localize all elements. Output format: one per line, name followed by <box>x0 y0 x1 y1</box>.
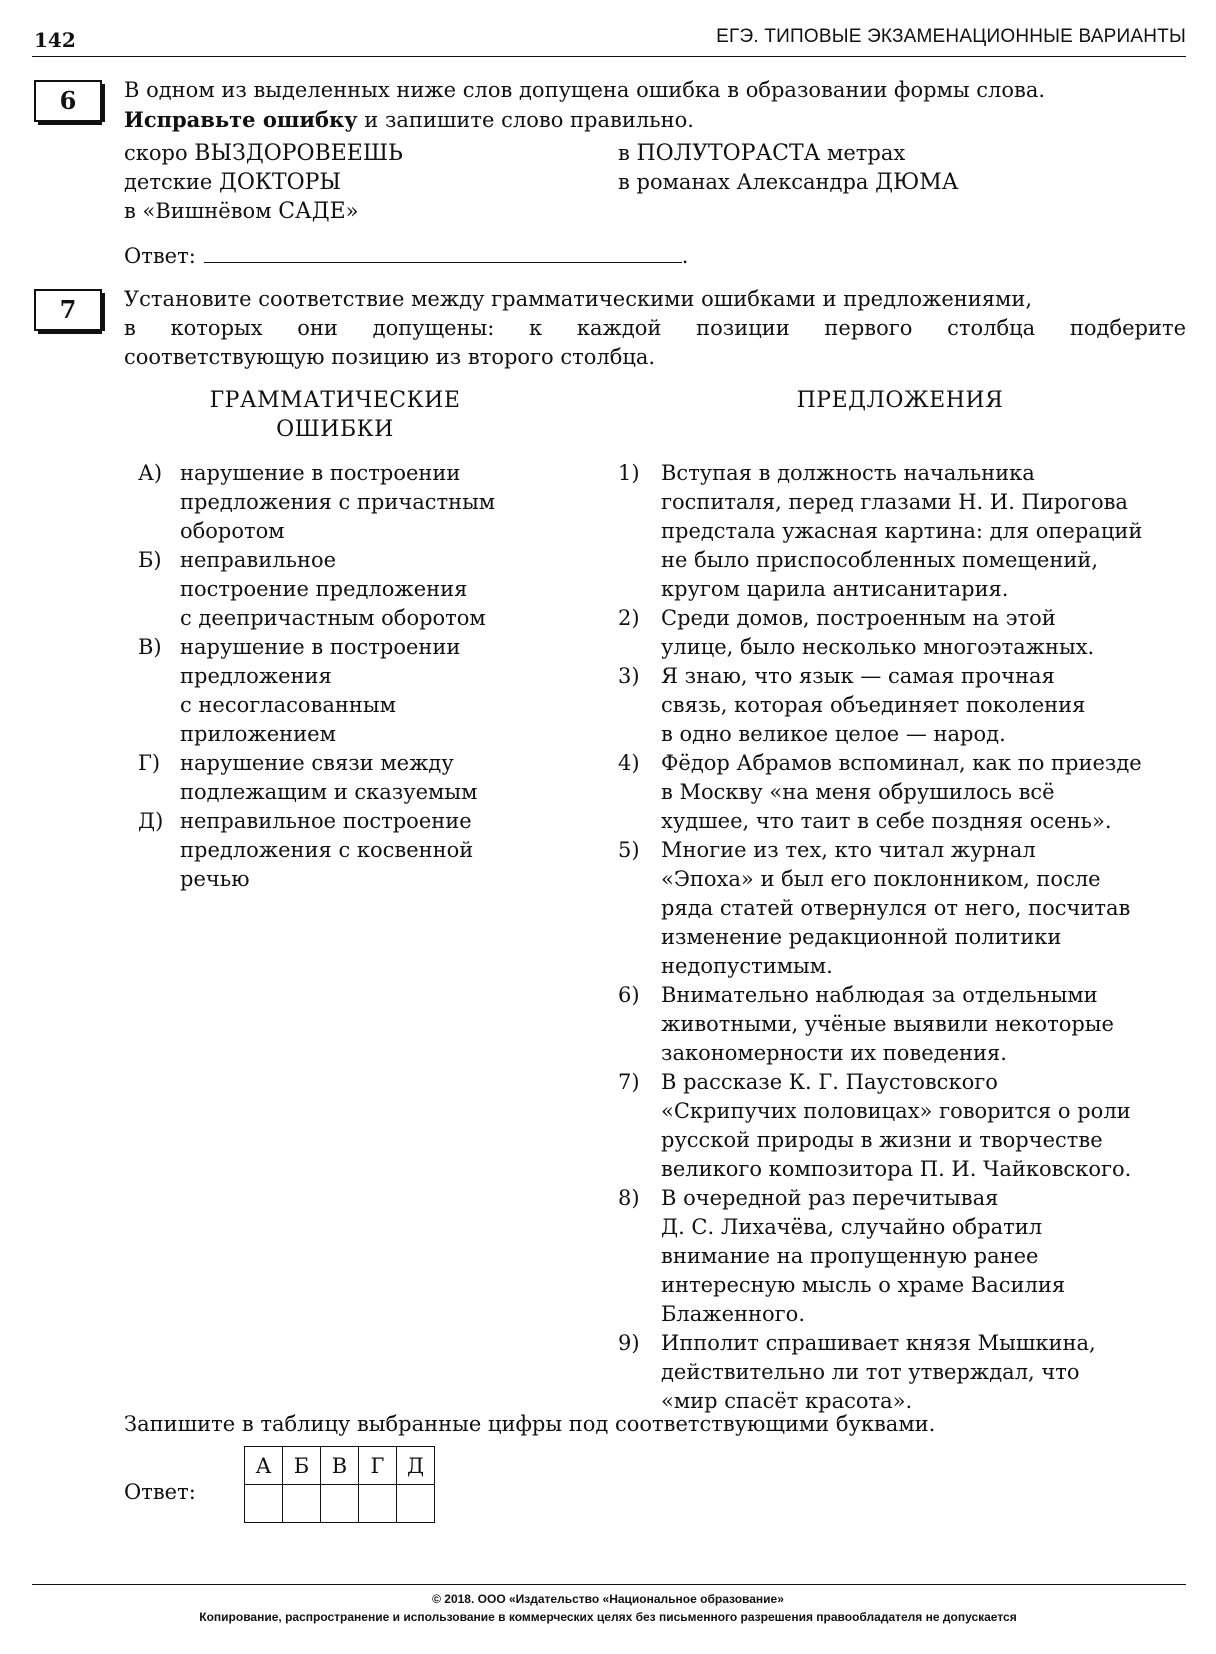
text-line: ряда статей отвернулся от него, посчитав <box>661 896 1131 920</box>
task-7-number-box: 7 <box>34 289 102 331</box>
text-line: с несогласованным <box>180 693 396 717</box>
sentence-item <box>618 1068 1191 1184</box>
answer-letter-cell: А <box>245 1447 283 1485</box>
text-line: недопустимым. <box>661 954 833 978</box>
sentence-item-text <box>661 1329 1191 1416</box>
sentence-item-marker: 3) <box>618 664 640 688</box>
errors-header-line: ГРАММАТИЧЕСКИЕ <box>209 388 461 413</box>
task-6-words-left <box>124 139 403 226</box>
word-prefix: в романах Александра <box>618 170 876 194</box>
sentence-item <box>618 1329 1191 1416</box>
text-line: интересную мысль о храме Василия <box>661 1273 1066 1297</box>
sentence-item-text <box>661 459 1191 604</box>
error-item-marker: В) <box>138 635 162 659</box>
error-item <box>138 807 560 894</box>
footer-notice: Копирование, распространение и использование в коммерческих целях без письменного разрешения правообладателя не допускается <box>199 1610 1017 1624</box>
error-item <box>138 749 560 807</box>
error-item <box>138 459 560 546</box>
text-line: великого композитора П. И. Чайковского. <box>661 1157 1132 1181</box>
sentence-item-text <box>661 1068 1191 1184</box>
sentence-item-text <box>661 981 1191 1068</box>
text-line: худшее, что таит в себе поздняя осень». <box>661 809 1112 833</box>
header-divider <box>32 56 1186 57</box>
sentence-item-text <box>661 1184 1191 1329</box>
error-item-text <box>180 807 560 894</box>
sentence-item-marker: 8) <box>618 1186 640 1210</box>
errors-column-header <box>180 386 490 444</box>
answer-input-cell[interactable] <box>397 1485 435 1523</box>
errors-header-line: ОШИБКИ <box>276 417 394 442</box>
word-item <box>124 168 403 197</box>
text-line: В рассказе К. Г. Паустовского <box>661 1070 998 1094</box>
text-line: нарушение в построении <box>180 461 461 485</box>
sentence-item <box>618 749 1191 836</box>
sentence-item <box>618 459 1191 604</box>
text-line: госпиталя, перед глазами Н. И. Пирогова <box>661 490 1128 514</box>
word-item <box>124 197 403 226</box>
text-line: «мир спасёт красота». <box>661 1389 913 1413</box>
text-line: Внимательно наблюдая за отдельными <box>661 983 1098 1007</box>
error-item-text <box>180 546 560 633</box>
task-6-number-box: 6 <box>34 80 102 122</box>
answer-letter-cell: В <box>321 1447 359 1485</box>
highlighted-word: ВЫЗДОРОВЕЕШЬ <box>194 141 403 166</box>
task-6-instruction <box>124 76 1186 135</box>
sentence-item-marker: 5) <box>618 838 640 862</box>
text-line: приложением <box>180 722 336 746</box>
answer-label: Ответ: <box>124 244 196 268</box>
text-line: с деепричастным оборотом <box>180 606 486 630</box>
text-line: Многие из тех, кто читал журнал <box>661 838 1036 862</box>
text-line: Вступая в должность начальника <box>661 461 1035 485</box>
answer-table <box>244 1446 435 1523</box>
text-line: кругом царила антисанитария. <box>661 577 1009 601</box>
text-line: предложения с причастным <box>180 490 496 514</box>
footer-divider <box>32 1584 1186 1585</box>
text-line: в Москву «на меня обрушилось всё <box>661 780 1055 804</box>
sentence-item-marker: 1) <box>618 461 640 485</box>
answer-input-line[interactable] <box>204 242 682 263</box>
text-line: подлежащим и сказуемым <box>180 780 478 804</box>
sentence-item-text <box>661 749 1191 836</box>
highlighted-word: ПОЛУТОРАСТА <box>636 141 821 166</box>
task-7-line: Установите соответствие между грамматическими ошибками и предложениями, <box>124 287 1033 311</box>
text-line: построение предложения <box>180 577 468 601</box>
text-line: В очередной раз перечитывая <box>661 1186 999 1210</box>
answer-letter-cell: Б <box>283 1447 321 1485</box>
text-line: связь, которая объединяет поколения <box>661 693 1086 717</box>
error-item-marker: Г) <box>138 751 161 775</box>
sentence-item <box>618 662 1191 749</box>
task-6-bold-part: Исправьте ошибку <box>124 107 358 132</box>
highlighted-word: ДЮМА <box>875 170 959 195</box>
task-7-instruction <box>124 285 1186 372</box>
sentences-column-header: ПРЕДЛОЖЕНИЯ <box>796 388 1004 413</box>
word-prefix: в <box>618 141 637 165</box>
task-6-line-2 <box>124 105 1186 135</box>
sentence-item-marker: 4) <box>618 751 640 775</box>
task-7-answer-label: Ответ: <box>124 1480 196 1504</box>
answer-table-header-row <box>245 1447 435 1485</box>
text-line: предстала ужасная картина: для операций <box>661 519 1143 543</box>
error-item-marker: А) <box>138 461 163 485</box>
text-line: улице, было несколько многоэтажных. <box>661 635 1095 659</box>
text-line: внимание на пропущенную ранее <box>661 1244 1039 1268</box>
sentence-item-marker: 7) <box>618 1070 640 1094</box>
text-line: животными, учёные выявили некоторые <box>661 1012 1114 1036</box>
error-item-text <box>180 633 560 749</box>
sentence-item-marker: 6) <box>618 983 640 1007</box>
text-line: не было приспособленных помещений, <box>661 548 1099 572</box>
text-line: изменение редакционной политики <box>661 925 1062 949</box>
answer-end: . <box>681 244 689 268</box>
text-line: Ипполит спрашивает князя Мышкина, <box>661 1331 1096 1355</box>
word-prefix: в «Вишнёвом <box>124 199 279 223</box>
error-item-text <box>180 459 560 546</box>
text-line: русской природы в жизни и творчестве <box>661 1128 1103 1152</box>
text-line: Я знаю, что язык — самая прочная <box>661 664 1055 688</box>
task-7-line: в которых они допущены: к каждой позиции первого столбца подберите <box>124 316 1186 340</box>
text-line: действительно ли тот утверждал, что <box>661 1360 1080 1384</box>
word-item <box>124 139 403 168</box>
task-7-line: соответствующую позицию из второго столбца. <box>124 345 656 369</box>
text-line: в одно великое целое — народ. <box>661 722 1006 746</box>
text-line: предложения <box>180 664 332 688</box>
answer-input-cell[interactable] <box>359 1485 397 1523</box>
footer-copyright: © 2018. ООО «Издательство «Национальное образование» <box>432 1592 784 1606</box>
sentence-item-text <box>661 836 1191 981</box>
error-item-marker: Б) <box>138 548 162 572</box>
fill-instruction: Запишите в таблицу выбранные цифры под соответствующими буквами. <box>124 1412 936 1436</box>
answer-letter-cell: Г <box>359 1447 397 1485</box>
word-suffix: » <box>345 199 359 223</box>
text-line: нарушение в построении <box>180 635 461 659</box>
text-line: «Скрипучих половицах» говорится о роли <box>661 1099 1131 1123</box>
answer-input-cell[interactable] <box>283 1485 321 1523</box>
word-item <box>618 139 958 168</box>
answer-input-cell[interactable] <box>245 1485 283 1523</box>
text-line: закономерности их поведения. <box>661 1041 1007 1065</box>
text-line: речью <box>180 867 250 891</box>
highlighted-word: ДОКТОРЫ <box>218 170 342 195</box>
word-item <box>618 168 958 197</box>
answer-letter-cell: Д <box>397 1447 435 1485</box>
error-item-marker: Д) <box>138 809 164 833</box>
word-suffix: метрах <box>820 141 906 165</box>
sentence-item-marker: 9) <box>618 1331 640 1355</box>
text-line: нарушение связи между <box>180 751 454 775</box>
text-line: предложения с косвенной <box>180 838 474 862</box>
sentence-item-marker: 2) <box>618 606 640 630</box>
text-line: Фёдор Абрамов вспоминал, как по приезде <box>661 751 1142 775</box>
sentence-item-text <box>661 662 1191 749</box>
answer-table-input-row <box>245 1485 435 1523</box>
text-line: Среди домов, построенным на этой <box>661 606 1056 630</box>
task-6-words-right <box>618 139 958 197</box>
task-6-line-1: В одном из выделенных ниже слов допущена ошибка в образовании формы слова. <box>124 78 1046 102</box>
sentence-item <box>618 604 1191 662</box>
text-line: неправильное построение <box>180 809 472 833</box>
sentence-item-text <box>661 604 1191 662</box>
text-line: оборотом <box>180 519 285 543</box>
sentence-item <box>618 1184 1191 1329</box>
text-line: Блаженного. <box>661 1302 805 1326</box>
word-prefix: детские <box>124 170 219 194</box>
text-line: «Эпоха» и был его поклонником, после <box>661 867 1101 891</box>
page-number: 142 <box>34 28 76 52</box>
error-item <box>138 546 560 633</box>
text-line: неправильное <box>180 548 337 572</box>
highlighted-word: САДЕ <box>278 199 346 224</box>
error-item <box>138 633 560 749</box>
task-6-line-2-rest: и запишите слово правильно. <box>357 108 694 132</box>
word-prefix: скоро <box>124 141 195 165</box>
sentence-item <box>618 836 1191 981</box>
answer-input-cell[interactable] <box>321 1485 359 1523</box>
error-item-text <box>180 749 560 807</box>
task-6-answer <box>124 242 688 268</box>
running-title: ЕГЭ. ТИПОВЫЕ ЭКЗАМЕНАЦИОННЫЕ ВАРИАНТЫ <box>716 26 1186 47</box>
text-line: Д. С. Лихачёва, случайно обратил <box>661 1215 1043 1239</box>
sentence-item <box>618 981 1191 1068</box>
